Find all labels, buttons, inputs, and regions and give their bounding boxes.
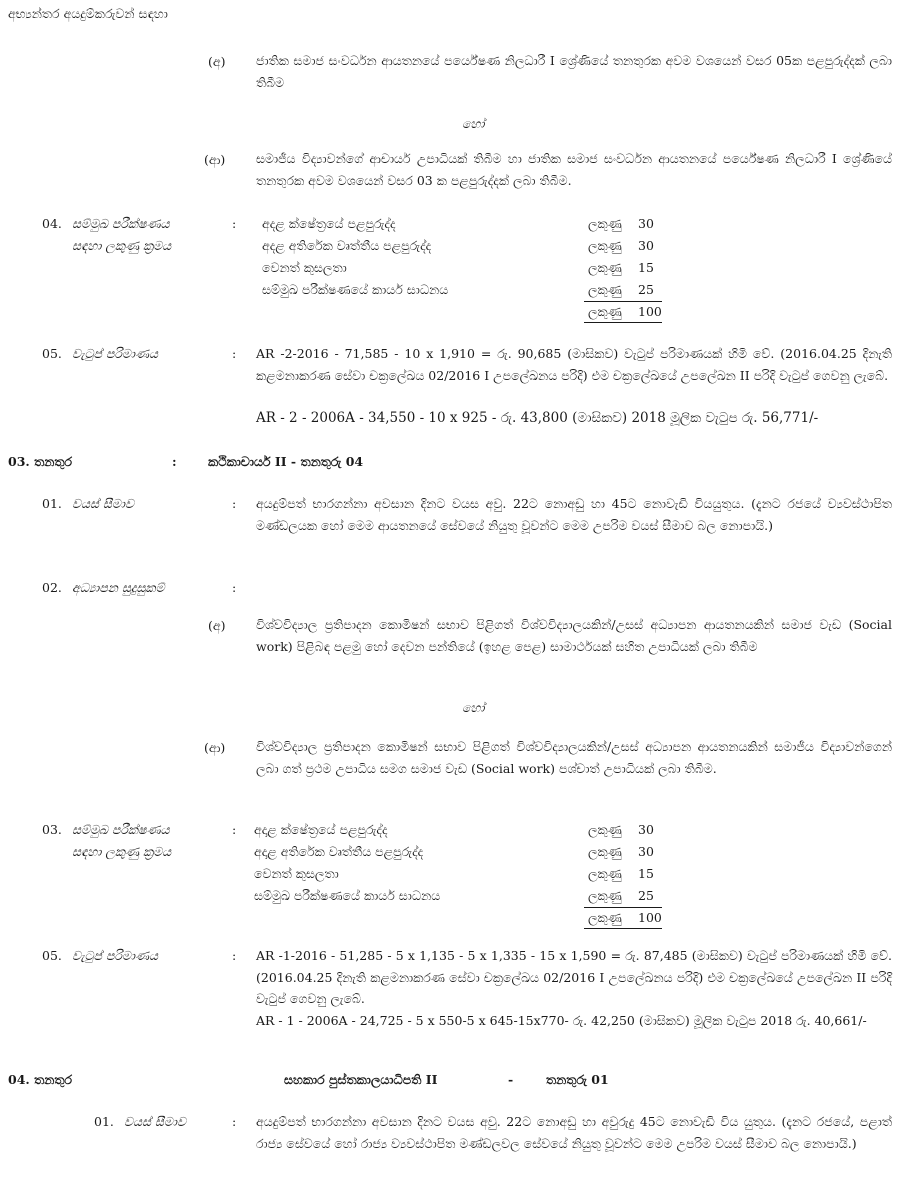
marks-item: අදාළ අතිරේක වෘත්තීය පළපුරුද්ද <box>254 844 424 859</box>
or-separator: හෝ <box>462 700 485 715</box>
marks-unit: ලකුණු <box>588 260 622 275</box>
post-title: කථිකාචාර්ය II - තනතුරු 04 <box>208 454 364 469</box>
marks-value: 15 <box>638 866 654 881</box>
salary-text: AR -2-2016 - 71,585 - 10 x 1,910 = රු. 90,685 (මාසිකව) වැටුප් පරිමාණයක් හිමි වේ. (2016.04.25 දිනැති කළමනාකරණ සේවා චක්‍රලේඛය 02/2016 I උපලේඛනය පරිදි) එම චක්‍රලේඛයේ උපලේඛන II පරිදි වැටුප් ගෙවනු ලැබේ. <box>256 346 892 383</box>
colon: : <box>172 454 177 469</box>
section-number: 03. <box>42 822 62 837</box>
marks-total: 100 <box>638 910 662 925</box>
colon: : <box>232 822 237 837</box>
option-a-text: විශ්වවිද්‍යාල ප්‍රතිපාදන කොමිෂන් සභාව පිළිගත් විශ්වවිද්‍යාලයකින්/උසස් අධ්‍යාපන ආයතනයකින් සමාජ වැඩ (Social work) පිළිබඳ පළමු හෝ දෙවන පන්තියේ (ඉහළ පෙළ) සාමාර්ථයක් සහිත උපාධියක් ලබා තිබීම <box>256 617 892 654</box>
marks-item: අදළ ක්ෂේත්‍රයේ පළපුරුද්ද <box>262 216 396 231</box>
post-heading: 04. තනතුර <box>8 1072 73 1087</box>
option-a-text: ජාතික සමාජ සංවර්ධන ආයතනයේ පර්යේෂණ නිලධාරී I ශ්‍රේණියේ තනතුරක අවම වශයෙන් වසර 05ක පළපුරුද්දක් ලබා තිබීම <box>256 53 892 90</box>
colon: : <box>232 346 237 361</box>
education-label: අධ්‍යාපන සුදුසුකම් <box>72 580 165 595</box>
dash: - <box>508 1072 514 1087</box>
marks-value: 30 <box>638 216 654 231</box>
internal-applicants-heading: අභ්‍යන්තර අයදුම්කරුවන් සඳහා <box>8 6 168 21</box>
marks-item: වෙනත් කුසලතා <box>254 866 339 881</box>
marks-item: අදළ අතිරේක වෘත්තීය පළපුරුද්ද <box>262 238 432 253</box>
marks-item: අදාළ ක්ෂේත්‍රයේ පළපුරුද්ද <box>254 822 388 837</box>
marks-item: සම්මුඛ පරීක්ෂණයේ කාර්ය සාධනය <box>262 282 449 297</box>
marks-value: 15 <box>638 260 654 275</box>
option-a-marker: (අ) <box>208 618 226 633</box>
marks-unit: ලකුණු <box>588 844 622 859</box>
marks-value: 25 <box>638 282 654 297</box>
option-aa-text: සමාජීය විද්‍යාවන්ගේ ආචාර්ය උපාධියක් තිබීම හා ජාතික සමාජ සංවර්ධන ආයතනයේ පර්යේෂණ නිලධාරී I ශ්‍රේණියේ තනතුරක අවම වශයෙන් වසර 03 ක පළපුරුද්දක් ලබා තිබීම. <box>256 151 892 188</box>
post-heading: 03. තනතුර <box>8 454 73 469</box>
colon: : <box>232 1114 237 1129</box>
salary-text: AR -1-2016 - 51,285 - 5 x 1,135 - 5 x 1,335 - 15 x 1,590 = රු. 87,485 (මාසිකව) වැටුප් පරිමාණයක් හිමි වේ. (2016.04.25 දිනැති කළමනාකරණ සේවා චක්‍රලේඛය 02/2016 I උපලේඛනය පරිදි) එම චක්‍රලේඛයේ උපලේඛන II පරිදි වැටුප් ගෙවනු ලැබේ. <box>256 948 892 1006</box>
total-underline <box>584 322 662 323</box>
interview-label: සම්මුඛ පරීක්ෂණය <box>72 822 170 837</box>
colon: : <box>232 496 237 511</box>
age-limit-label: වයස් සීමාව <box>124 1114 187 1129</box>
salary-text-2018: AR - 2 - 2006A - 34,550 - 10 x 925 - රු. 43,800 (මාසිකව) 2018 මූලික වැටුප රු. 56,771/- <box>256 410 819 426</box>
interview-label-line2: සඳහා ලකුණු ක්‍රමය <box>72 238 172 253</box>
marks-value: 30 <box>638 822 654 837</box>
interview-label-line2: සඳහා ලකුණු ක්‍රමය <box>72 844 172 859</box>
option-a-marker: (අ) <box>208 54 226 69</box>
marks-value: 30 <box>638 844 654 859</box>
option-aa-marker: (ආ) <box>204 152 226 167</box>
marks-value: 25 <box>638 888 654 903</box>
marks-unit: ලකුණු <box>588 216 622 231</box>
section-number: 04. <box>42 216 62 231</box>
section-number: 05. <box>42 346 62 361</box>
post-count: තනතුරු 01 <box>546 1072 609 1087</box>
marks-unit: ලකුණු <box>588 822 622 837</box>
marks-total-unit: ලකුණු <box>588 910 622 925</box>
marks-total-unit: ලකුණු <box>588 304 622 319</box>
colon: : <box>232 948 237 963</box>
or-separator: හෝ <box>462 116 485 131</box>
marks-unit: ලකුණු <box>588 866 622 881</box>
marks-unit: ලකුණු <box>588 238 622 253</box>
colon: : <box>232 216 237 231</box>
marks-item: සම්මුඛ පරීක්ෂණයේ කාර්ය සාධනය <box>254 888 441 903</box>
salary-label: වැටුප් පරිමාණය <box>72 948 159 963</box>
salary-text-2018: AR - 1 - 2006A - 24,725 - 5 x 550-5 x 645-15x770- රු. 42,250 (මාසිකව) මූලික වැටුප 2018 රු. 40,661/- <box>256 1013 867 1028</box>
option-aa-marker: (ආ) <box>204 740 226 755</box>
marks-value: 30 <box>638 238 654 253</box>
marks-total: 100 <box>638 304 662 319</box>
interview-label: සම්මුඛ පරීක්ෂණය <box>72 216 170 231</box>
section-number: 01. <box>94 1114 114 1129</box>
salary-label: වැටුප් පරිමාණය <box>72 346 159 361</box>
age-limit-text: අයදුම්පත් භාරගන්නා අවසාන දිනට වයස අවු. 22ට නොඅඩු හා අවුරුදු 45ට නොවැඩි විය යුතුය. (දැනට රජයේ, පළාත් රාජ්‍ය සේවයේ හෝ රාජ්‍ය ව්‍යවස්ථාපිත මණ්ඩලවල සේවයේ නියුතු වූවන්ට මෙම උපරිම වයස් සීමාව බල නොපායි.) <box>256 1114 892 1151</box>
option-aa-text: විශ්වවිද්‍යාල ප්‍රතිපාදන කොමිෂන් සභාව පිළිගත් විශ්වවිද්‍යාලයකින්/උසස් අධ්‍යාපන ආයතනයකින් සමාජීය විද්‍යාවන්ගෙන් ලබා ගත් ප්‍රථම උපාධිය සමග සමාජ වැඩ (Social work) පශ්චාත් උපාධියක් ලබා තිබීම. <box>256 739 892 776</box>
marks-item: වෙනත් කුසලතා <box>262 260 347 275</box>
marks-unit: ලකුණු <box>588 888 622 903</box>
age-limit-label: වයස් සීමාව <box>72 496 135 511</box>
marks-unit: ලකුණු <box>588 282 622 297</box>
age-limit-text: අයදුම්පත් භාරගන්නා අවසාන දිනට වයස අවු. 22ට නොඅඩු හා 45ට නොවැඩි වියයුතුය. (දැනට රජයේ ව්‍යවස්ථාපිත මණ්ඩලයක හෝ මෙම ආයතනයේ සේවයේ නියුතු වූවන්ට මෙම උපරිම වයස් සීමාව බල නොපායි.) <box>256 496 892 533</box>
post-title: සහකාර පුස්තකාලයාධිපති II <box>284 1072 438 1087</box>
section-number: 01. <box>42 496 62 511</box>
colon: : <box>232 580 237 595</box>
section-number: 02. <box>42 580 62 595</box>
total-underline <box>584 928 662 929</box>
section-number: 05. <box>42 948 62 963</box>
